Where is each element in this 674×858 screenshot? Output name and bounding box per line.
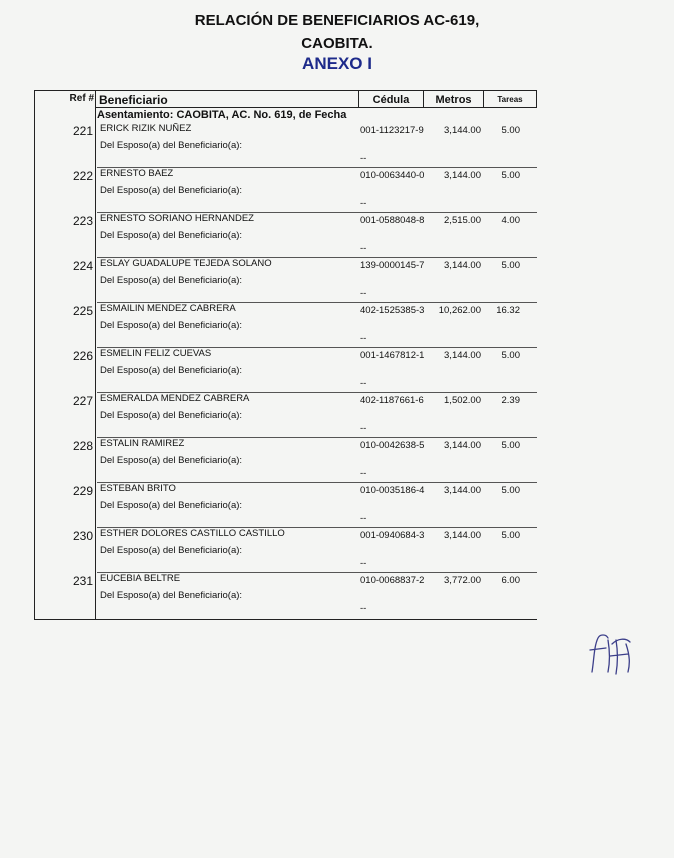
beneficiary-name: ERICK RIZIK NUÑEZ — [100, 123, 192, 134]
beneficiary-name: ESTALIN RAMIREZ — [100, 438, 185, 449]
ref-number: 229 — [72, 484, 93, 498]
header-ref: Ref # — [69, 93, 94, 104]
spouse-cedula-value: -- — [360, 423, 367, 434]
spouse-cedula-value: -- — [360, 153, 367, 164]
table-row — [34, 258, 537, 303]
table-bottom-border — [34, 619, 537, 620]
header-beneficiario: Beneficiario — [95, 90, 359, 108]
metros-value: 2,515.00 — [444, 215, 481, 226]
spouse-cedula-value: -- — [360, 243, 367, 254]
cedula-value: 010-0042638-5 — [360, 440, 425, 451]
beneficiary-name: ERNESTO SORIANO HERNANDEZ — [100, 213, 254, 224]
spouse-label: Del Esposo(a) del Beneficiario(a): — [100, 410, 243, 421]
tareas-value: 16.32 — [496, 305, 520, 316]
cedula-value: 139-0000145-7 — [360, 260, 425, 271]
cedula-value: 001-1123217-9 — [360, 125, 424, 136]
header-metros: Metros — [423, 90, 484, 108]
beneficiary-name: ESTHER DOLORES CASTILLO CASTILLO — [100, 528, 285, 539]
beneficiary-name: ESLAY GUADALUPE TEJEDA SOLANO — [100, 258, 272, 269]
beneficiary-name: ESMELIN FELIZ CUEVAS — [100, 348, 212, 359]
spouse-cedula-value: -- — [360, 378, 367, 389]
metros-value: 3,144.00 — [444, 125, 481, 136]
tareas-value: 5.00 — [501, 170, 520, 181]
table-row — [34, 483, 537, 528]
metros-value: 3,144.00 — [444, 440, 481, 451]
tareas-value: 5.00 — [501, 125, 520, 136]
ref-number: 223 — [72, 214, 93, 228]
beneficiary-name: ESTEBAN BRITO — [100, 483, 176, 494]
spouse-label: Del Esposo(a) del Beneficiario(a): — [100, 275, 243, 286]
spouse-cedula-value: -- — [360, 333, 367, 344]
cedula-value: 402-1187661-6 — [360, 395, 424, 406]
table-row — [34, 528, 537, 573]
metros-value: 3,144.00 — [444, 350, 481, 361]
table-row — [34, 213, 537, 258]
cedula-value: 001-0940684-3 — [360, 530, 425, 541]
table-row — [34, 348, 537, 393]
metros-value: 1,502.00 — [444, 395, 481, 406]
ref-number: 221 — [72, 124, 93, 138]
metros-value: 3,144.00 — [444, 260, 481, 271]
tareas-value: 5.00 — [501, 440, 520, 451]
ref-number: 228 — [72, 439, 93, 453]
spouse-cedula-value: -- — [360, 603, 367, 614]
spouse-cedula-value: -- — [360, 558, 367, 569]
table-row — [34, 573, 537, 618]
tareas-value: 5.00 — [501, 485, 520, 496]
ref-number: 230 — [72, 529, 93, 543]
beneficiary-name: ESMAILIN MENDEZ CABRERA — [100, 303, 236, 314]
beneficiary-name: ESMERALDA MENDEZ CABRERA — [100, 393, 250, 404]
header-cedula: Cédula — [358, 90, 424, 108]
tareas-value: 4.00 — [501, 215, 520, 226]
spouse-label: Del Esposo(a) del Beneficiario(a): — [100, 455, 243, 466]
tareas-value: 5.00 — [501, 350, 520, 361]
metros-value: 3,144.00 — [444, 170, 481, 181]
spouse-cedula-value: -- — [360, 468, 367, 479]
metros-value: 3,144.00 — [444, 530, 481, 541]
cedula-value: 001-1467812-1 — [360, 350, 425, 361]
cedula-value: 402-1525385-3 — [360, 305, 425, 316]
cedula-value: 010-0068837-2 — [360, 575, 425, 586]
table-row — [34, 438, 537, 483]
ref-number: 224 — [72, 259, 93, 273]
spouse-label: Del Esposo(a) del Beneficiario(a): — [100, 140, 243, 151]
table-row — [34, 393, 537, 438]
cedula-value: 010-0035186-4 — [360, 485, 425, 496]
cedula-value: 010-0063440-0 — [360, 170, 425, 181]
metros-value: 10,262.00 — [438, 305, 481, 316]
spouse-label: Del Esposo(a) del Beneficiario(a): — [100, 545, 243, 556]
tareas-value: 6.00 — [501, 575, 520, 586]
ref-number: 227 — [72, 394, 93, 408]
spouse-label: Del Esposo(a) del Beneficiario(a): — [100, 320, 243, 331]
spouse-label: Del Esposo(a) del Beneficiario(a): — [100, 365, 243, 376]
cedula-value: 001-0588048-8 — [360, 215, 425, 226]
table-row — [34, 168, 537, 213]
ref-number: 225 — [72, 304, 93, 318]
handwritten-initials — [586, 632, 646, 676]
table-row — [34, 303, 537, 348]
beneficiaries-table — [34, 90, 537, 620]
tareas-value: 5.00 — [501, 260, 520, 271]
tareas-value: 5.00 — [501, 530, 520, 541]
spouse-label: Del Esposo(a) del Beneficiario(a): — [100, 230, 243, 241]
spouse-label: Del Esposo(a) del Beneficiario(a): — [100, 185, 243, 196]
tareas-value: 2.39 — [501, 395, 520, 406]
ref-number: 222 — [72, 169, 93, 183]
ref-number: 226 — [72, 349, 93, 363]
metros-value: 3,772.00 — [444, 575, 481, 586]
spouse-cedula-value: -- — [360, 513, 367, 524]
spouse-label: Del Esposo(a) del Beneficiario(a): — [100, 500, 243, 511]
spouse-cedula-value: -- — [360, 288, 367, 299]
beneficiary-name: ERNESTO BAEZ — [100, 168, 174, 179]
header-tareas: Tareas — [483, 90, 537, 108]
document-title: RELACIÓN DE BENEFICIARIOS AC-619, — [194, 12, 480, 29]
spouse-cedula-value: -- — [360, 198, 367, 209]
beneficiary-name: EUCEBIA BELTRE — [100, 573, 181, 584]
spouse-label: Del Esposo(a) del Beneficiario(a): — [100, 590, 243, 601]
annex-title: ANEXO I — [302, 54, 372, 73]
metros-value: 3,144.00 — [444, 485, 481, 496]
document-subtitle: CAOBITA. — [301, 35, 373, 52]
asentamiento-label: Asentamiento: CAOBITA, AC. No. 619, de Fecha — [97, 109, 347, 121]
ref-number: 231 — [72, 574, 93, 588]
table-row — [34, 123, 537, 168]
